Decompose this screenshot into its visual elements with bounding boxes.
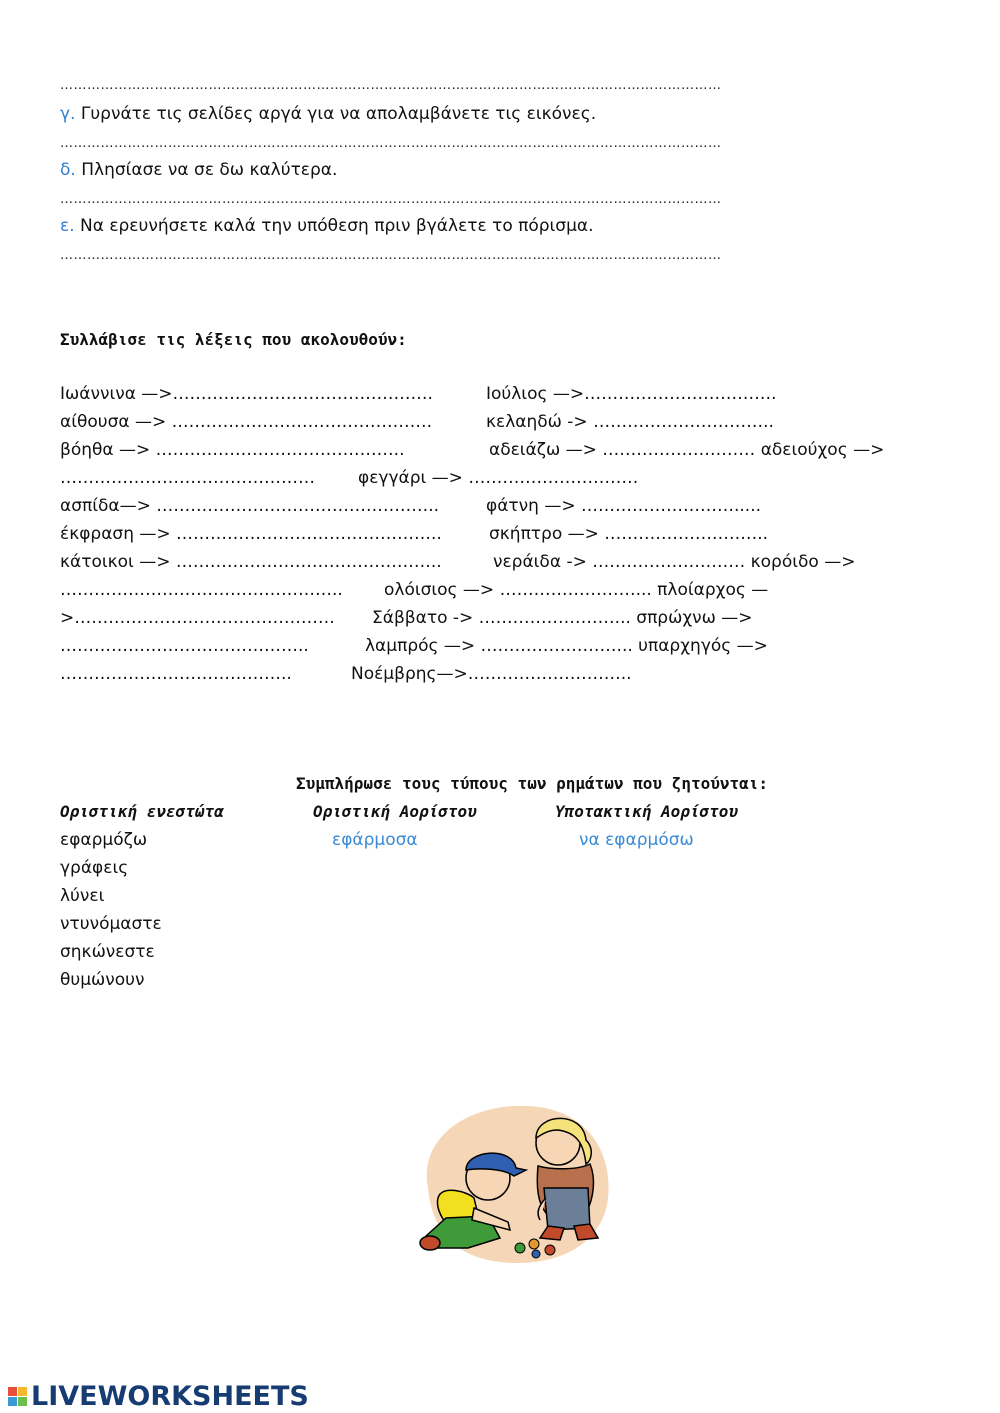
answer-line[interactable]: ………………………………………………………………………………………………………………………………… — [60, 136, 722, 151]
syllable-item[interactable]: Σάββατο -> ……………………... σπρώχνω —> — [372, 608, 753, 628]
syllable-item[interactable]: φάτνη —> ………………………..... — [486, 496, 761, 516]
logo-blocks-icon — [8, 1387, 27, 1406]
sentence-g — [60, 104, 596, 124]
syllable-item[interactable]: νεράιδα -> ……………………… κορόιδο —> — [493, 552, 856, 572]
answer-line[interactable]: ………………………………………………………………………………………………………………………………… — [60, 192, 722, 207]
verb-row: θυμώνουν — [60, 970, 145, 990]
syllable-item[interactable]: ………………………………….. — [60, 664, 292, 684]
sentence-text: Πλησίασε να σε δω καλύτερα. — [81, 160, 338, 180]
sentence-e — [60, 216, 594, 236]
sentence-letter: ε. — [60, 216, 75, 236]
syllable-item[interactable]: κάτοικοι —> ……………………………………….. — [60, 552, 442, 572]
sentence-text: Να ερευνήσετε καλά την υπόθεση πριν βγάλετε το πόρισμα. — [80, 216, 594, 236]
syllable-item[interactable]: βόηθα —> …………………………………….. — [60, 440, 405, 460]
syllable-item[interactable]: >………………………………………. — [60, 608, 335, 628]
syllable-item[interactable]: σκήπτρο —> ……………………….. — [489, 524, 769, 544]
verb-row: ντυνόμαστε — [60, 914, 162, 934]
column-header-aorist: Οριστική Αορίστου — [313, 802, 477, 821]
column-header-subjunctive: Υποτακτική Αορίστου — [555, 802, 739, 821]
answer-aorist[interactable]: εφάρμοσα — [332, 830, 418, 850]
sentence-d — [60, 160, 337, 180]
verb-row: λύνει — [60, 886, 105, 906]
answer-line[interactable]: ………………………………………………………………………………………………………………………………… — [60, 248, 722, 263]
syllable-item[interactable]: λαμπρός —> ……………………... υπαρχηγός —> — [365, 636, 768, 656]
answer-line[interactable]: ………………………………………………………………………………………………………………………………… — [60, 78, 722, 93]
syllable-item[interactable]: Ιωάννινα —>………………………………………. — [60, 384, 433, 404]
verb-row: γράφεις — [60, 858, 129, 878]
syllable-item[interactable]: Νοέμβρης—>……………………….. — [351, 664, 632, 684]
sentence-letter: δ. — [60, 160, 76, 180]
syllable-item[interactable]: …………………………………….. — [60, 636, 309, 656]
verb-row: σηκώνεστε — [60, 942, 155, 962]
syllable-item[interactable]: κελαηδώ -> ………………………….. — [486, 412, 774, 432]
sentence-letter: γ. — [60, 104, 76, 124]
syllable-item[interactable]: ……………………………………… — [60, 468, 315, 488]
column-header-present: Οριστική ενεστώτα — [60, 802, 224, 821]
verb-row: εφαρμόζω — [60, 830, 148, 850]
sentence-text: Γυρνάτε τις σελίδες αργά για να απολαμβάνετε τις εικόνες. — [80, 104, 597, 124]
answer-subjunctive[interactable]: να εφαρμόσω — [579, 830, 694, 850]
syllable-item[interactable]: Ιούλιος —>……………………………. — [486, 384, 777, 404]
syllable-item[interactable]: ασπίδα—> ………………………………………….. — [60, 496, 440, 516]
syllable-item[interactable]: αίθουσα —> ………………………………………. — [60, 412, 433, 432]
section-heading-syllabify: Συλλάβισε τις λέξεις που ακολουθούν: — [60, 330, 407, 349]
syllable-item[interactable]: ολόισιος —> ……………………... πλοίαρχος — — [384, 580, 769, 600]
liveworksheets-logo[interactable] — [8, 1379, 309, 1413]
syllable-item[interactable]: ………………………………………….. — [60, 580, 343, 600]
children-playing-illustration — [408, 1098, 618, 1268]
syllable-item[interactable]: αδειάζω —> ……………………… αδειούχος —> — [489, 440, 885, 460]
syllable-item[interactable]: έκφραση —> ……………………………………….. — [60, 524, 442, 544]
syllable-item[interactable]: φεγγάρι —> ………………………… — [358, 468, 639, 488]
section-heading-verbs: Συμπλήρωσε τους τύπους των ρημάτων που ζητούνται: — [296, 774, 769, 793]
logo-text: LIVEWORKSHEETS — [31, 1380, 309, 1412]
